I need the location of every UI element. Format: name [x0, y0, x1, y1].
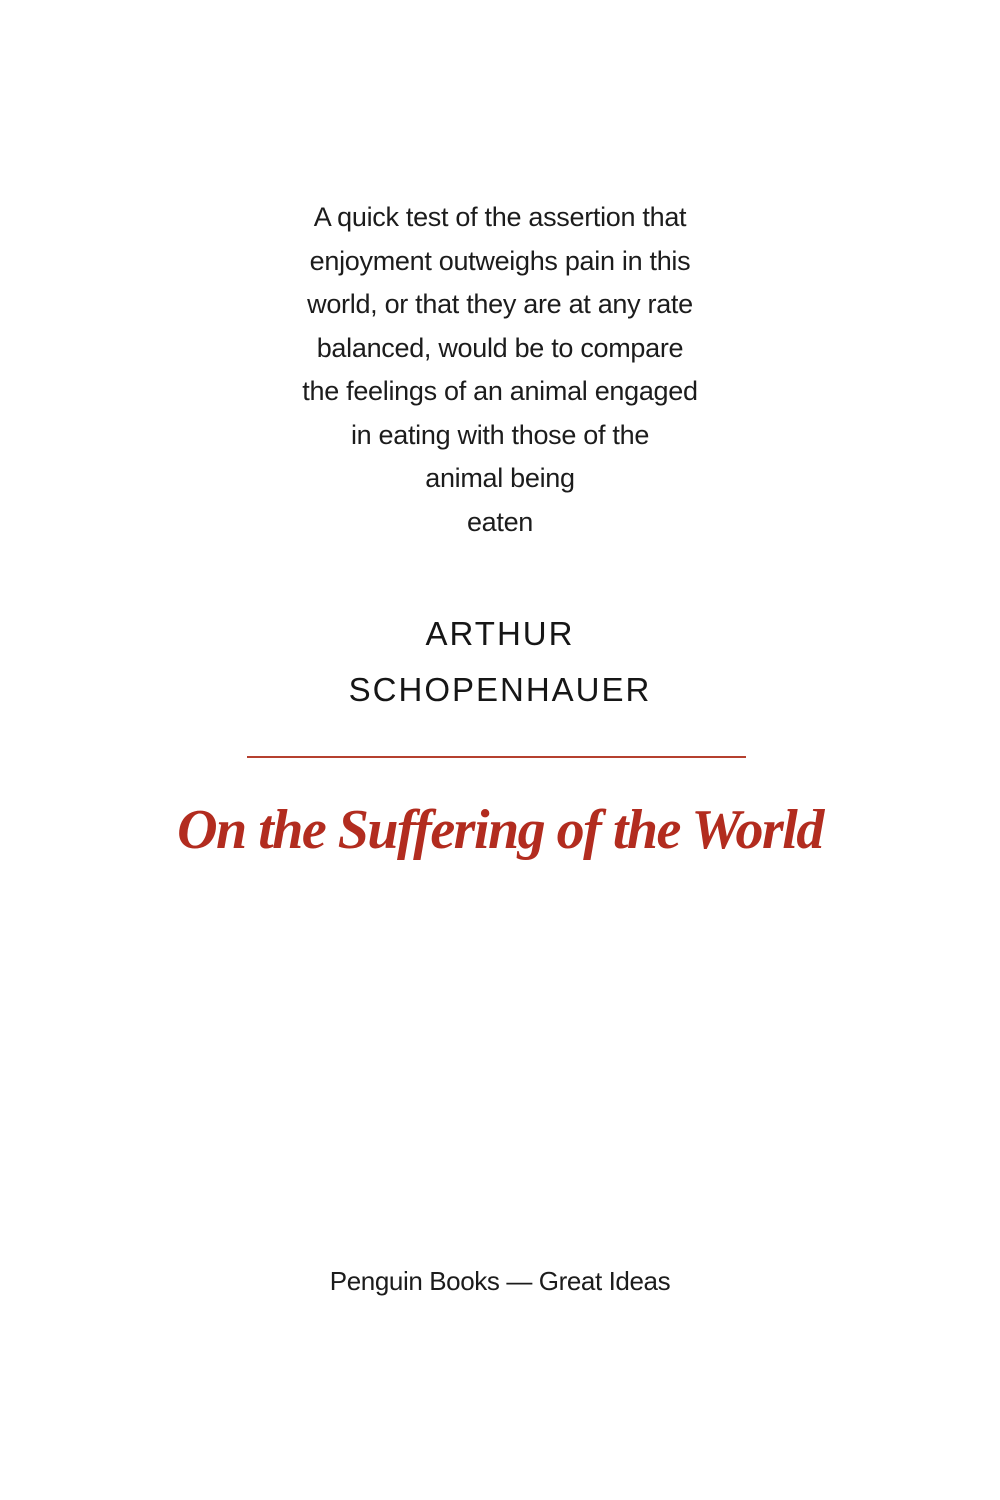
author-name — [200, 606, 800, 718]
publisher-imprint: Penguin Books — Great Ideas — [329, 1266, 671, 1296]
quote-line: in eating with those of the — [350, 419, 650, 450]
author-last-name: SCHOPENHAUER — [348, 671, 652, 708]
divider-rule — [247, 756, 746, 758]
quote-line: balanced, would be to compare — [316, 332, 684, 363]
quote-line: animal being — [425, 463, 575, 493]
quote-line: the feelings of an animal engaged — [302, 376, 698, 406]
quote-line: enjoyment outweighs pain in this — [309, 245, 691, 276]
quote-line: world, or that they are at any rate — [307, 289, 693, 319]
cover-quote — [200, 196, 800, 544]
author-first-name: ARTHUR — [425, 615, 575, 652]
book-title: On the Suffering of the World — [177, 799, 823, 861]
quote-line: eaten — [466, 506, 534, 537]
quote-line: A quick test of the assertion that — [313, 202, 687, 232]
